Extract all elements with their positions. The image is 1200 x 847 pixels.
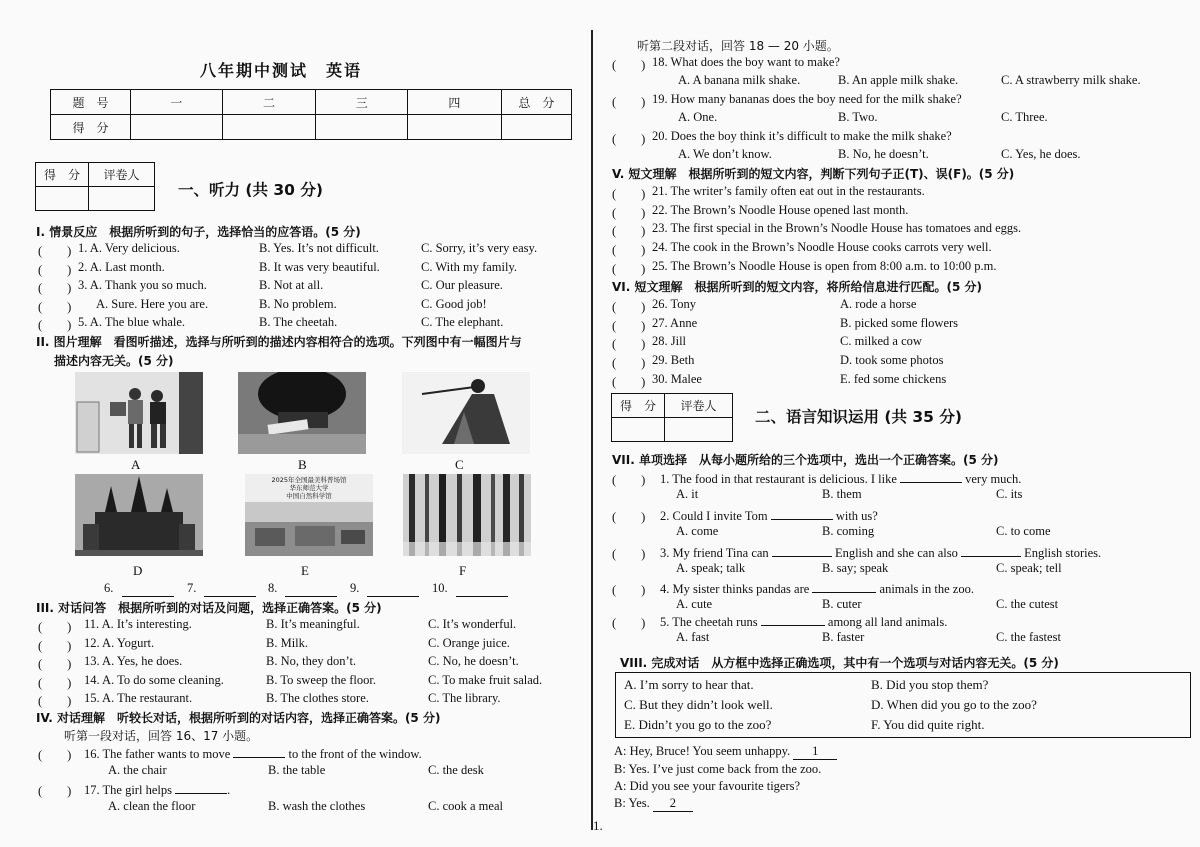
match-activity: C. milked a cow <box>840 334 922 348</box>
match-person: 28. Jill <box>652 334 687 348</box>
answer-paren: ( ) <box>38 263 72 277</box>
match-person: 30. Malee <box>652 372 702 386</box>
grader-score-cell <box>612 418 665 442</box>
s2-heading-cont: 描述内容无关。(5 分) <box>54 354 174 368</box>
section-title-listening: 一、听力 (共 30 分) <box>178 181 323 199</box>
picture-e-poster <box>245 474 373 556</box>
option-c: C. Three. <box>1001 110 1048 124</box>
option-c: C. With my family. <box>421 260 518 274</box>
option-c: C. To make fruit salad. <box>428 673 543 687</box>
answer-blank[interactable] <box>204 583 256 597</box>
question-2 <box>660 507 878 524</box>
answer-paren: ( ) <box>38 657 72 671</box>
match-person: 29. Beth <box>652 353 695 367</box>
option-c: C. Our pleasure. <box>421 278 503 292</box>
question-text: very much. <box>965 472 1022 486</box>
picture-label-d: D <box>133 563 143 578</box>
option-c: C. to come <box>996 524 1051 538</box>
dialogue-line-1 <box>614 744 837 760</box>
option-a: 11. A. It’s interesting. <box>84 617 192 631</box>
dialogue-line-2: B: Yes. I’ve just come back from the zoo. <box>614 762 822 776</box>
answer-number: 9. <box>350 581 360 595</box>
s4-subheading-1: 听第一段对话，回答 16、17 小题。 <box>64 729 259 743</box>
answer-paren: ( ) <box>38 244 72 258</box>
box-option-f: F. You did quite right. <box>871 717 985 732</box>
answer-paren: ( ) <box>38 620 72 634</box>
dialogue-blank-2[interactable]: 2 <box>653 796 693 812</box>
question-text: English stories. <box>1024 546 1102 560</box>
question-16 <box>84 745 422 762</box>
picture-d-castle <box>75 474 203 556</box>
question-text: English and she can also <box>834 546 958 560</box>
option-b: B. An apple milk shake. <box>838 73 959 87</box>
option-a: A. clean the floor <box>108 799 196 813</box>
box-option-d: D. When did you go to the zoo? <box>871 697 1037 712</box>
option-c: C. A strawberry milk shake. <box>1001 73 1141 87</box>
answer-blank[interactable] <box>367 583 419 597</box>
answer-paren: ( ) <box>612 337 646 351</box>
score-header-cell: 题 号 <box>51 90 131 115</box>
option-b: B. The cheetah. <box>259 315 338 329</box>
option-c: C. It’s wonderful. <box>428 617 517 631</box>
poster-text-line: 华东师范大学 <box>289 484 329 492</box>
answer-paren: ( ) <box>612 262 646 276</box>
option-a: 2. A. Last month. <box>78 260 165 274</box>
answer-blank[interactable] <box>233 745 285 758</box>
answer-blank[interactable] <box>175 781 227 794</box>
answer-paren: ( ) <box>612 583 646 597</box>
option-c: C. its <box>996 487 1023 501</box>
dialogue-line-3: A: Did you see your favourite tigers? <box>614 779 801 793</box>
poster-text-line: 中国自然科学馆 <box>286 492 332 500</box>
question-text: 2. Could I invite Tom <box>660 509 768 523</box>
option-b: B. Milk. <box>266 636 309 650</box>
answer-number: 10. <box>432 581 448 595</box>
s8-heading: VIII. 完成对话 从方框中选择正确选项，其中有一个选项与对话内容无关。(5 分) <box>620 656 1059 670</box>
grader-box <box>35 162 155 211</box>
answer-number: 7. <box>187 581 197 595</box>
option-c: C. the cutest <box>996 597 1059 611</box>
option-b: B. the table <box>268 763 326 777</box>
score-cell <box>501 115 571 140</box>
page-number: 1. <box>593 818 603 833</box>
question-4 <box>660 580 974 597</box>
answer-paren: ( ) <box>612 300 646 314</box>
option-a: A. fast <box>676 630 710 644</box>
option-c: C. The elephant. <box>421 315 504 329</box>
option-c: C. the fastest <box>996 630 1061 644</box>
score-table <box>50 89 572 140</box>
s6-heading: VI. 短文理解 根据所听到的短文内容，将所给信息进行匹配。(5 分) <box>612 280 982 294</box>
option-b: B. The clothes store. <box>266 691 369 705</box>
answer-paren: ( ) <box>612 132 646 146</box>
answer-blank[interactable] <box>961 544 1021 557</box>
question-text: animals in the zoo. <box>879 582 974 596</box>
s2-heading: II. 图片理解 看图听描述，选择与所听到的描述内容相符合的选项。下列图中有一幅图片与 <box>36 335 522 349</box>
answer-paren: ( ) <box>612 224 646 238</box>
option-a: 12. A. Yogurt. <box>84 636 155 650</box>
answer-paren: ( ) <box>38 784 72 798</box>
question-text: 3. My friend Tina can <box>660 546 769 560</box>
option-c: C. speak; tell <box>996 561 1062 575</box>
section-title-language: 二、语言知识运用 (共 35 分) <box>755 408 962 426</box>
option-b: B. say; speak <box>822 561 889 575</box>
option-a: A. A banana milk shake. <box>678 73 801 87</box>
match-person: 27. Anne <box>652 316 698 330</box>
answer-paren: ( ) <box>612 58 646 72</box>
answer-paren: ( ) <box>612 616 646 630</box>
option-b: B. cuter <box>822 597 862 611</box>
option-b: B. To sweep the floor. <box>266 673 376 687</box>
answer-blank[interactable] <box>771 507 833 520</box>
option-c: C. Good job! <box>421 297 487 311</box>
option-a: A. the chair <box>108 763 167 777</box>
option-c: C. The library. <box>428 691 501 705</box>
picture-c-playing-flute <box>402 372 530 454</box>
box-option-a: A. I’m sorry to hear that. <box>624 677 754 692</box>
match-activity: E. fed some chickens <box>840 372 947 386</box>
option-b: B. them <box>822 487 862 501</box>
option-a: 1. A. Very delicious. <box>78 241 180 255</box>
picture-label-c: C <box>455 457 464 472</box>
answer-blank[interactable] <box>761 613 825 626</box>
match-activity: A. rode a horse <box>840 297 917 311</box>
option-c: C. Yes, he does. <box>1001 147 1081 161</box>
question-text: 1. The food in that restaurant is delicious. I like <box>660 472 897 486</box>
grader-score-label: 得 分 <box>612 394 665 418</box>
option-c: C. the desk <box>428 763 484 777</box>
page-fold-line <box>591 30 593 830</box>
option-c: C. cook a meal <box>428 799 503 813</box>
dialogue-text: A: Hey, Bruce! You seem unhappy. <box>614 744 791 758</box>
answer-paren: ( ) <box>38 318 72 332</box>
answer-paren: ( ) <box>612 473 646 487</box>
box-option-c: C. But they didn’t look well. <box>624 697 773 712</box>
match-activity: B. picked some flowers <box>840 316 959 330</box>
question-3 <box>660 544 1101 561</box>
options-box <box>615 672 1191 738</box>
option-c: C. Sorry, it’s very easy. <box>421 241 538 255</box>
option-a: 3. A. Thank you so much. <box>78 278 207 292</box>
option-b: B. It was very beautiful. <box>259 260 380 274</box>
option-b: B. coming <box>822 524 875 538</box>
option-a: A. cute <box>676 597 713 611</box>
grader-score-label: 得 分 <box>36 163 89 187</box>
question-text: with us? <box>835 509 878 523</box>
picture-label-b: B <box>298 457 307 472</box>
score-row-label: 得 分 <box>51 115 131 140</box>
match-activity: D. took some photos <box>840 353 944 367</box>
grader-name-label: 评卷人 <box>665 394 733 418</box>
score-header-cell: 总 分 <box>501 90 571 115</box>
grader-box <box>611 393 733 442</box>
question-text: 4. My sister thinks pandas are <box>660 582 810 596</box>
question-text: to the front of the window. <box>288 747 422 761</box>
option-b: B. Two. <box>838 110 878 124</box>
question-text: 5. The cheetah runs <box>660 615 758 629</box>
statement: 25. The Brown’s Noodle House is open from 8:00 a.m. to 10:00 p.m. <box>652 259 997 273</box>
option-b: B. No, they don’t. <box>266 654 357 668</box>
question-text: 16. The father wants to move <box>84 747 231 761</box>
answer-paren: ( ) <box>612 510 646 524</box>
score-cell <box>131 115 223 140</box>
question-text: 17. The girl helps <box>84 783 172 797</box>
question-20: 20. Does the boy think it’s difficult to make the milk shake? <box>652 129 952 143</box>
grader-name-cell <box>89 187 155 211</box>
question-19: 19. How many bananas does the boy need for the milk shake? <box>652 92 962 106</box>
answer-paren: ( ) <box>612 243 646 257</box>
score-header-cell: 三 <box>316 90 408 115</box>
box-option-e: E. Didn’t you go to the zoo? <box>624 717 772 732</box>
answer-paren: ( ) <box>38 676 72 690</box>
option-c: C. No, he doesn’t. <box>428 654 519 668</box>
poster-text-line: 2025年全国最美科普场馆 <box>271 476 347 484</box>
question-text: . <box>227 783 231 797</box>
s5-heading: V. 短文理解 根据所听到的短文内容，判断下列句子正(T)、误(F)。(5 分) <box>612 167 1015 181</box>
question-1 <box>660 470 1021 487</box>
answer-paren: ( ) <box>612 206 646 220</box>
score-header-cell: 二 <box>222 90 316 115</box>
option-b: B. Yes. It’s not difficult. <box>259 241 379 255</box>
answer-paren: ( ) <box>38 639 72 653</box>
option-a: A. speak; talk <box>676 561 746 575</box>
answer-paren: ( ) <box>612 375 646 389</box>
picture-b-cleaning <box>238 372 366 454</box>
picture-label-e: E <box>301 563 309 578</box>
answer-paren: ( ) <box>612 319 646 333</box>
grader-name-label: 评卷人 <box>89 163 155 187</box>
option-b: B. wash the clothes <box>268 799 366 813</box>
score-cell <box>222 115 316 140</box>
option-a: A. it <box>676 487 699 501</box>
dialogue-blank-1[interactable]: 1 <box>793 744 837 760</box>
s1-heading: I. 情景反应 根据所听到的句子，选择恰当的应答语。(5 分) <box>36 225 361 239</box>
statement: 24. The cook in the Brown’s Noodle House cooks carrots very well. <box>652 240 992 254</box>
statement: 21. The writer’s family often eat out in the restaurants. <box>652 184 925 198</box>
option-b: B. faster <box>822 630 865 644</box>
page-title: 八年期中测试 英语 <box>200 61 363 80</box>
option-b: B. Not at all. <box>259 278 324 292</box>
option-a: A. Sure. Here you are. <box>96 297 209 311</box>
question-text: among all land animals. <box>827 615 948 629</box>
statement: 23. The first special in the Brown’s Noodle House has tomatoes and eggs. <box>652 221 1022 235</box>
dialogue-text: B: Yes. <box>614 796 650 810</box>
s4-subheading-2: 听第二段对话，回答 18 — 20 小题。 <box>637 39 839 53</box>
statement: 22. The Brown’s Noodle House opened last month. <box>652 203 909 217</box>
answer-blank[interactable] <box>456 583 508 597</box>
s3-heading: III. 对话问答 根据所听到的对话及问题，选择正确答案。(5 分) <box>36 601 382 615</box>
score-header-cell: 四 <box>408 90 502 115</box>
score-cell <box>408 115 502 140</box>
answer-number: 6. <box>104 581 114 595</box>
answer-blank[interactable] <box>772 544 832 557</box>
option-b: B. It’s meaningful. <box>266 617 360 631</box>
option-a: 14. A. To do some cleaning. <box>84 673 224 687</box>
answer-blank[interactable] <box>900 470 962 483</box>
box-option-b: B. Did you stop them? <box>871 677 989 692</box>
picture-label-f: F <box>459 563 467 578</box>
option-b: B. No, he doesn’t. <box>838 147 929 161</box>
question-18: 18. What does the boy want to make? <box>652 55 840 69</box>
grader-score-cell <box>36 187 89 211</box>
score-cell <box>316 115 408 140</box>
option-a: 13. A. Yes, he does. <box>84 654 183 668</box>
answer-paren: ( ) <box>38 300 72 314</box>
option-a: A. come <box>676 524 719 538</box>
option-a: A. One. <box>678 110 718 124</box>
answer-number: 8. <box>268 581 278 595</box>
score-header-cell: 一 <box>131 90 223 115</box>
picture-label-a: A <box>131 457 141 472</box>
dialogue-line-4 <box>614 796 693 812</box>
answer-paren: ( ) <box>612 547 646 561</box>
s4-heading: IV. 对话理解 听较长对话，根据所听到的对话内容，选择正确答案。(5 分) <box>36 711 441 725</box>
answer-blank[interactable] <box>122 583 174 597</box>
answer-paren: ( ) <box>612 187 646 201</box>
answer-paren: ( ) <box>612 356 646 370</box>
answer-blank[interactable] <box>285 583 337 597</box>
picture-a-two-people <box>75 372 203 454</box>
answer-paren: ( ) <box>38 281 72 295</box>
picture-f-forest <box>403 474 531 556</box>
option-a: A. We don’t know. <box>678 147 772 161</box>
s7-heading: VII. 单项选择 从每小题所给的三个选项中，选出一个正确答案。(5 分) <box>612 453 999 467</box>
question-5 <box>660 613 947 630</box>
question-17 <box>84 781 230 798</box>
option-b: B. No problem. <box>259 297 337 311</box>
answer-paren: ( ) <box>612 95 646 109</box>
answer-paren: ( ) <box>38 748 72 762</box>
grader-name-cell <box>665 418 733 442</box>
answer-paren: ( ) <box>38 694 72 708</box>
answer-blank[interactable] <box>812 580 876 593</box>
option-a: 15. A. The restaurant. <box>84 691 193 705</box>
option-c: C. Orange juice. <box>428 636 510 650</box>
match-person: 26. Tony <box>652 297 697 311</box>
option-a: 5. A. The blue whale. <box>78 315 186 329</box>
